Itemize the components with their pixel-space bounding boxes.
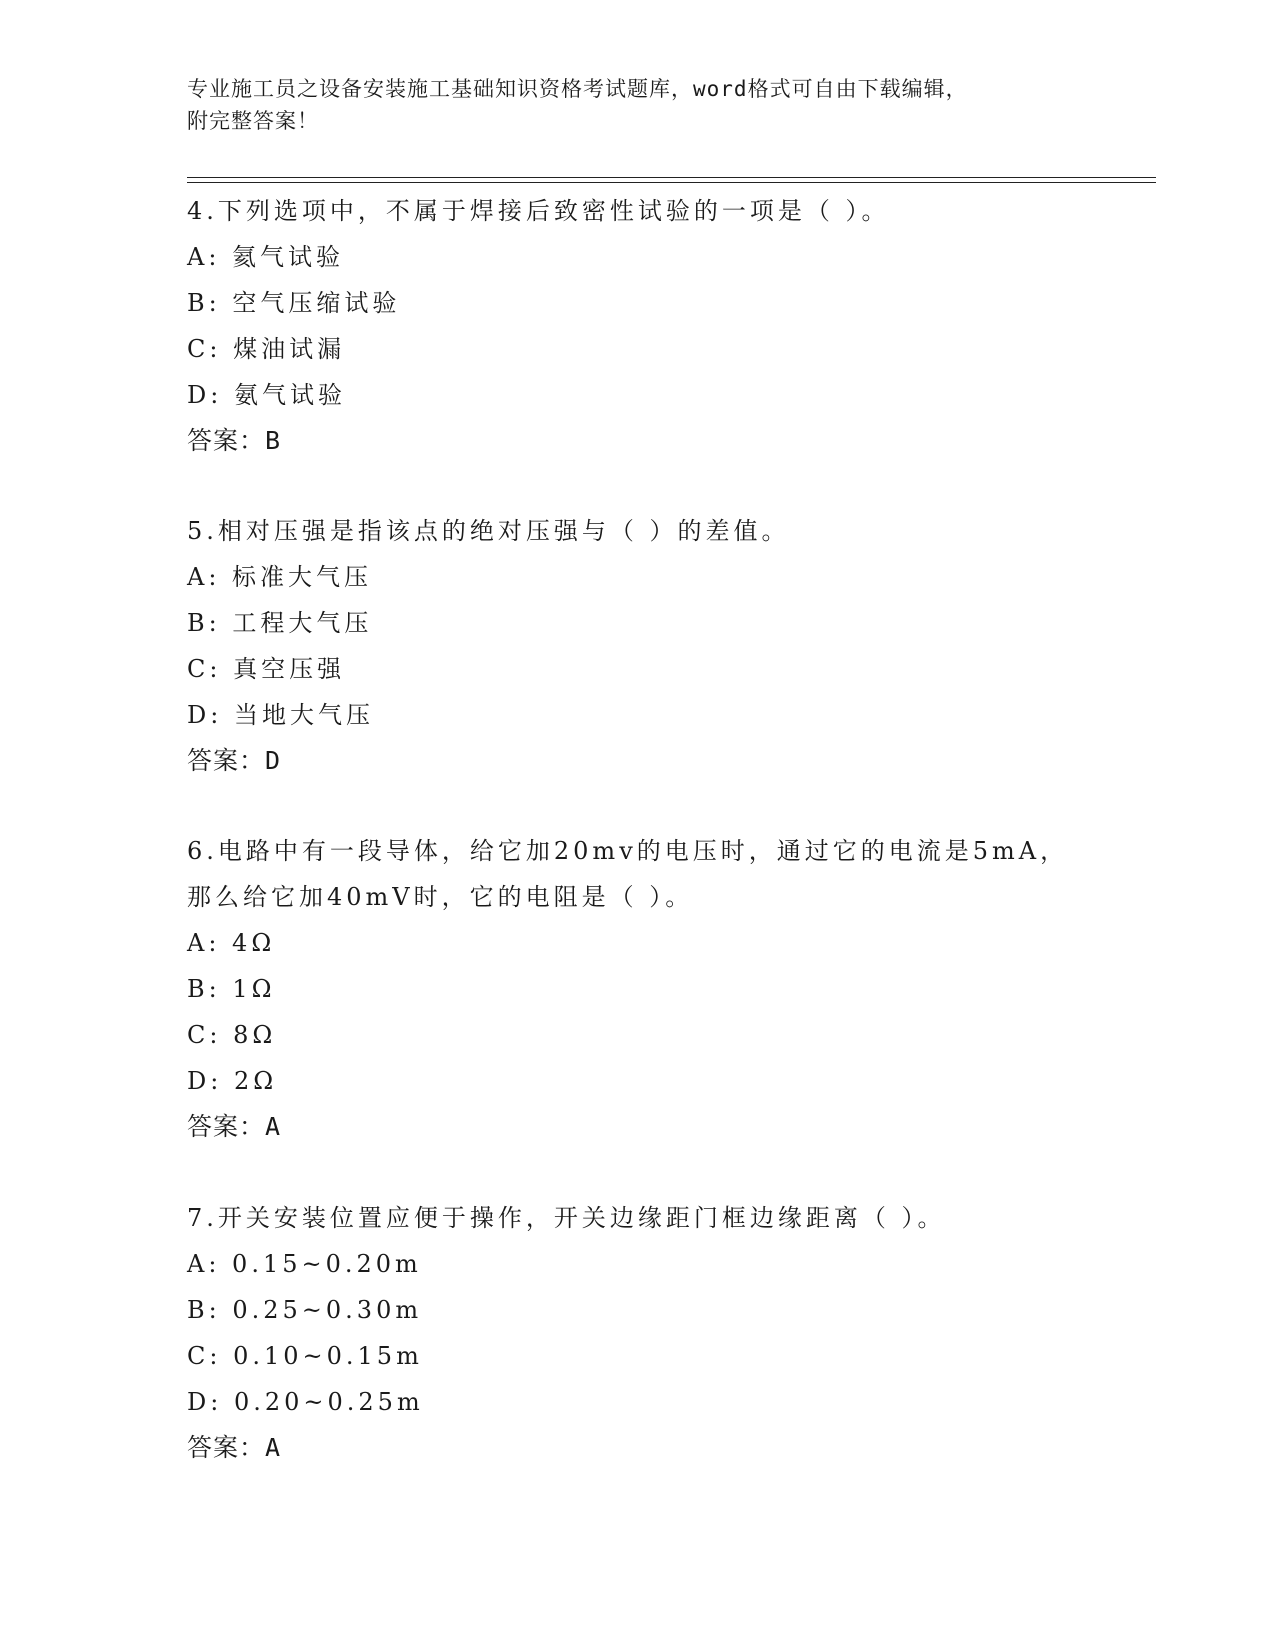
answer-line: 答案：B [187, 426, 282, 455]
option-d: D: 0.20~0.25m [187, 1388, 424, 1416]
question-7 [187, 1195, 1087, 1471]
header-line-1: 专业施工员之设备安装施工基础知识资格考试题库，word格式可自由下载编辑， [187, 77, 968, 101]
option-d: D: 2Ω [187, 1067, 278, 1095]
question-stem: 4.下列选项中，不属于焊接后致密性试验的一项是（ ）。 [187, 197, 890, 225]
option-a: A: 0.15~0.20m [187, 1250, 422, 1278]
question-5 [187, 508, 1087, 784]
option-a: A: 氦气试验 [187, 243, 345, 271]
question-stem: 7.开关安装位置应便于操作，开关边缘距门框边缘距离（ ）。 [187, 1204, 946, 1232]
option-b: B: 1Ω [187, 975, 276, 1003]
question-4 [187, 188, 1087, 464]
option-b: B: 空气压缩试验 [187, 289, 401, 317]
option-d: D: 当地大气压 [187, 701, 374, 729]
header-divider-bottom [187, 182, 1156, 183]
option-c: C: 8Ω [187, 1021, 277, 1049]
option-a: A: 标准大气压 [187, 563, 373, 591]
question-stem-line-1: 6.电路中有一段导体，给它加20mv的电压时，通过它的电流是5mA， [187, 837, 1069, 865]
header-divider-top [187, 177, 1156, 178]
document-header [187, 73, 1087, 137]
question-stem-line-2: 那么给它加40mV时，它的电阻是（ ）。 [187, 883, 694, 911]
header-line-2: 附完整答案！ [187, 109, 319, 133]
option-c: C: 真空压强 [187, 655, 346, 683]
option-a: A: 4Ω [187, 929, 276, 957]
answer-line: 答案：A [187, 1112, 282, 1141]
option-c: C: 煤油试漏 [187, 335, 346, 363]
option-d: D: 氨气试验 [187, 381, 346, 409]
option-b: B: 工程大气压 [187, 609, 373, 637]
answer-line: 答案：A [187, 1433, 282, 1462]
question-6 [187, 828, 1087, 1150]
question-stem: 5.相对压强是指该点的绝对压强与（ ）的差值。 [187, 517, 790, 545]
option-b: B: 0.25~0.30m [187, 1296, 423, 1324]
answer-line: 答案：D [187, 746, 282, 775]
option-c: C: 0.10~0.15m [187, 1342, 423, 1370]
